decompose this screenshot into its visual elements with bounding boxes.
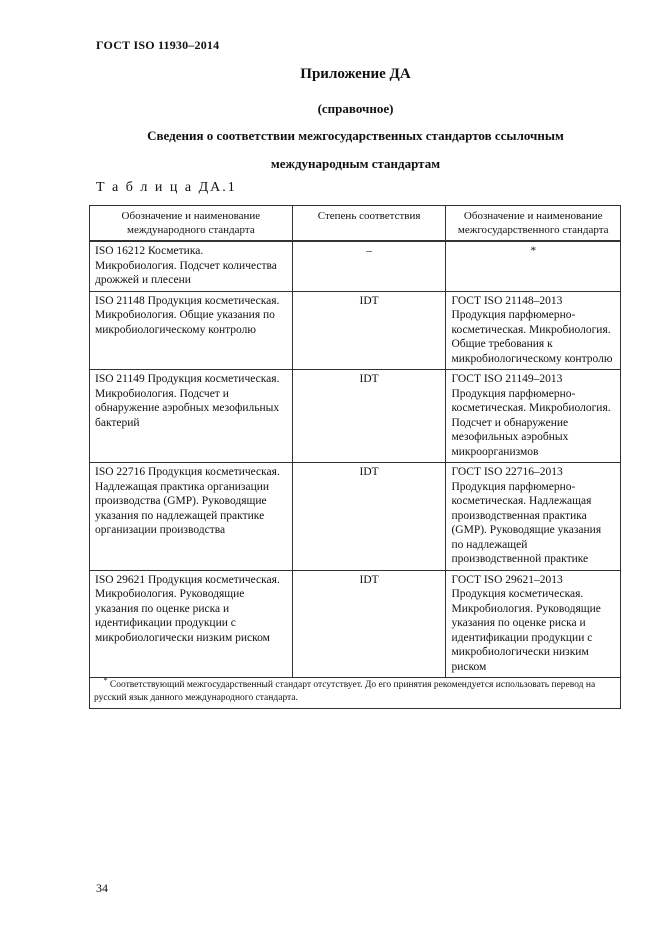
section-heading-line2: международным стандартам — [270, 156, 441, 171]
table-footnote-row — [90, 678, 621, 709]
cell-degree: – — [292, 241, 446, 291]
cell-intl: ISO 29621 Продукция косметическая. Микробиология. Руководящие указания по оценке риска и идентификации продукции с микробиологически низким риском — [90, 570, 293, 678]
table-row — [90, 370, 621, 463]
cell-national: * — [446, 241, 621, 291]
cell-degree: IDT — [292, 463, 446, 571]
cell-national: ГОСТ ISO 29621–2013 Продукция косметическая. Микробиология. Руководящие указания по оценке риска и идентификации продукции с микробиологически низким риском — [446, 570, 621, 678]
cell-intl: ISO 16212 Косметика. Микробиология. Подсчет количества дрожжей и плесени — [90, 241, 293, 291]
cell-degree: IDT — [292, 291, 446, 370]
cell-national: ГОСТ ISO 21148–2013 Продукция парфюмерно-косметическая. Микробиология. Общие требования к микробиологическому контролю — [446, 291, 621, 370]
table-header-row — [90, 206, 621, 242]
appendix-title: Приложение ДА — [300, 66, 411, 82]
cell-degree: IDT — [292, 370, 446, 463]
column-header-degree: Степень соответствия — [292, 206, 446, 242]
cell-national: ГОСТ ISO 22716–2013 Продукция парфюмерно-косметическая. Надлежащая производственная практика (GMP). Руководящие указания по надлежащей производственной практике — [446, 463, 621, 571]
section-heading-line1: Сведения о соответствии межгосударственных стандартов ссылочным — [147, 128, 564, 143]
table-row — [90, 463, 621, 571]
appendix-subtitle: (справочное) — [317, 101, 394, 116]
document-header: ГОСТ ISO 11930–2014 — [96, 38, 220, 52]
cell-national: ГОСТ ISO 21149–2013 Продукция парфюмерно-косметическая. Микробиология. Подсчет и обнаружение мезофильных аэробных микроорганизмов — [446, 370, 621, 463]
table-footnote — [90, 675, 621, 709]
cell-intl: ISO 21149 Продукция косметическая. Микробиология. Подсчет и обнаружение аэробных мезофильных бактерий — [90, 370, 293, 463]
table-row — [90, 570, 621, 678]
cell-intl: ISO 22716 Продукция косметическая. Надлежащая практика организации производства (GMP). Руководящие указания по надлежащей практике организации производства — [90, 463, 293, 571]
footnote-text: Соответствующий межгосударственный стандарт отсутствует. До его принятия рекомендуется использовать перевод на русский язык данного международного стандарта. — [94, 680, 596, 703]
footnote-mark: * — [103, 675, 108, 685]
column-header-intl: Обозначение и наименование международного стандарта — [90, 206, 293, 242]
table-caption: Т а б л и ц а ДА.1 — [96, 180, 237, 195]
table-row — [90, 291, 621, 370]
column-header-national: Обозначение и наименование межгосударственного стандарта — [446, 206, 621, 242]
table-row — [90, 241, 621, 291]
standards-table — [89, 205, 621, 709]
cell-degree: IDT — [292, 570, 446, 678]
page-number: 34 — [96, 881, 108, 895]
cell-intl: ISO 21148 Продукция косметическая. Микробиология. Общие указания по микробиологическому контролю — [90, 291, 293, 370]
